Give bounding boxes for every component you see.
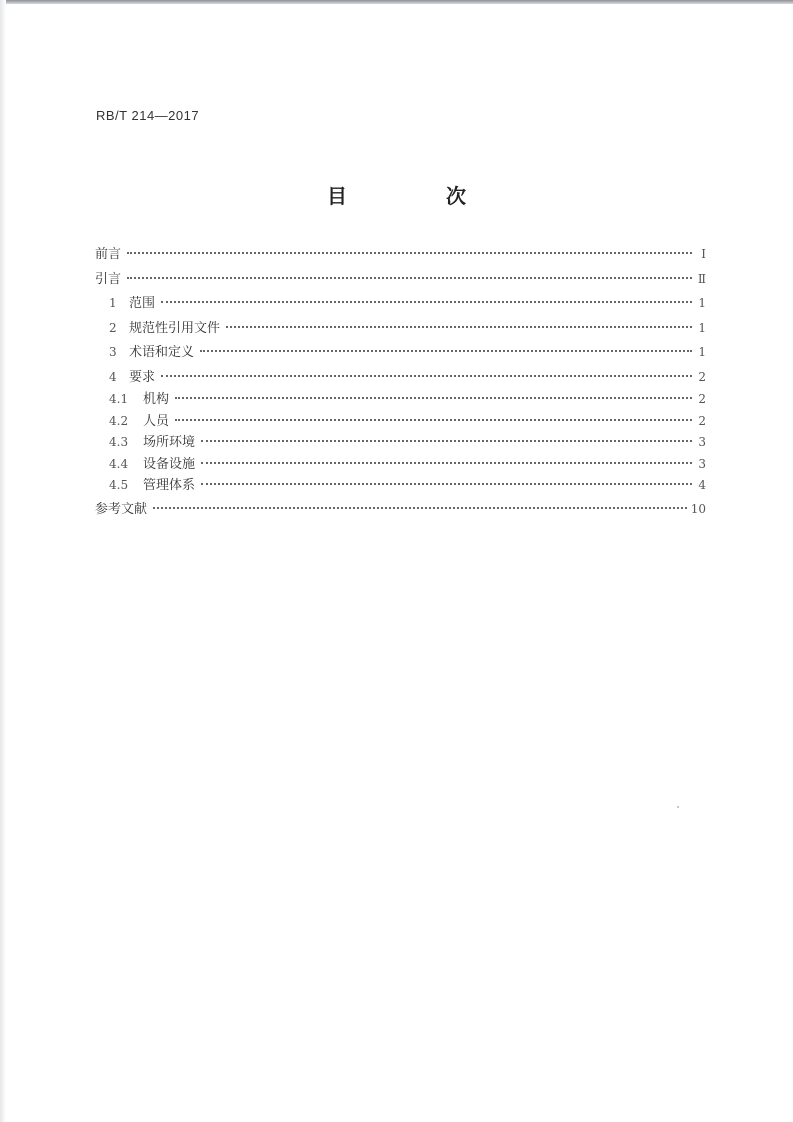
toc-entry-page: 1: [698, 296, 706, 310]
toc-entry-label: 人员: [143, 413, 170, 429]
scan-speck: [677, 806, 679, 808]
toc-entry-label: 范围: [129, 296, 156, 311]
dot-leader: [127, 252, 692, 254]
toc-entry-page: 1: [698, 320, 706, 335]
toc-entry-page: 2: [698, 392, 706, 406]
toc-entry-page: Ⅰ: [701, 247, 706, 261]
toc-entry-page: Ⅱ: [697, 271, 706, 286]
toc-entry-number: 4: [109, 369, 117, 384]
toc-entry-number: 4.5: [109, 478, 129, 492]
toc-entry-bibliography[interactable]: [95, 497, 706, 522]
toc-entry-label: 机构: [143, 392, 170, 407]
dot-leader: [201, 483, 692, 485]
dot-leader: [201, 440, 692, 442]
toc-entry-organization[interactable]: [95, 389, 706, 411]
toc-entry-page: 3: [698, 456, 706, 471]
toc-entry-requirements[interactable]: [95, 365, 706, 390]
dot-leader: [175, 419, 692, 421]
dot-leader: [153, 507, 687, 509]
toc-entry-label: 管理体系: [143, 478, 196, 493]
toc-entry-scope[interactable]: [95, 291, 706, 316]
scan-edge-left: [0, 0, 6, 1122]
toc-entry-number: 3: [109, 345, 117, 359]
scan-edge-top: [0, 0, 793, 4]
toc-entry-number: 1: [109, 296, 117, 310]
toc-entry-label: 场所环境: [143, 435, 196, 450]
toc-entry-equipment-facilities[interactable]: [95, 454, 706, 476]
dot-leader: [175, 397, 692, 399]
toc-entry-terms-definitions[interactable]: [95, 340, 706, 365]
toc-entry-premises-environment[interactable]: [95, 432, 706, 454]
toc-entry-label: 参考文献: [95, 501, 148, 517]
toc-entry-page: 2: [698, 413, 706, 428]
dot-leader: [161, 375, 692, 377]
toc-entry-number: 4.1: [109, 392, 129, 406]
document-id: RB/T 214—2017: [96, 108, 200, 123]
toc-entry-number: 4.2: [109, 413, 129, 428]
page-title: 目 次: [327, 184, 512, 208]
toc-entry-introduction[interactable]: [95, 267, 706, 292]
toc-entry-personnel[interactable]: [95, 411, 706, 433]
toc-entry-page: 2: [698, 369, 706, 384]
dot-leader: [161, 301, 692, 303]
toc-entry-label: 术语和定义: [129, 345, 195, 360]
toc-entry-label: 规范性引用文件: [129, 320, 221, 336]
toc-entry-number: 4.4: [109, 456, 129, 471]
dot-leader: [226, 326, 692, 328]
toc-entry-page: 10: [690, 501, 706, 516]
toc-entry-page: 4: [698, 478, 706, 492]
toc-entry-page: 3: [698, 435, 706, 449]
toc-entry-number: 4.3: [109, 435, 129, 449]
toc-entry-management-system[interactable]: [95, 475, 706, 497]
dot-leader: [200, 350, 692, 352]
toc-entry-page: 1: [698, 345, 706, 359]
toc-entry-normative-references[interactable]: [95, 316, 706, 341]
toc-entry-label: 引言: [95, 271, 122, 287]
toc-entry-label: 要求: [129, 369, 156, 385]
toc-entry-label: 前言: [95, 247, 122, 262]
toc-entry-label: 设备设施: [143, 456, 196, 472]
dot-leader: [127, 277, 692, 279]
dot-leader: [201, 462, 692, 464]
toc-entry-number: 2: [109, 320, 117, 335]
table-of-contents: [95, 242, 706, 521]
toc-entry-foreword[interactable]: [95, 242, 706, 267]
